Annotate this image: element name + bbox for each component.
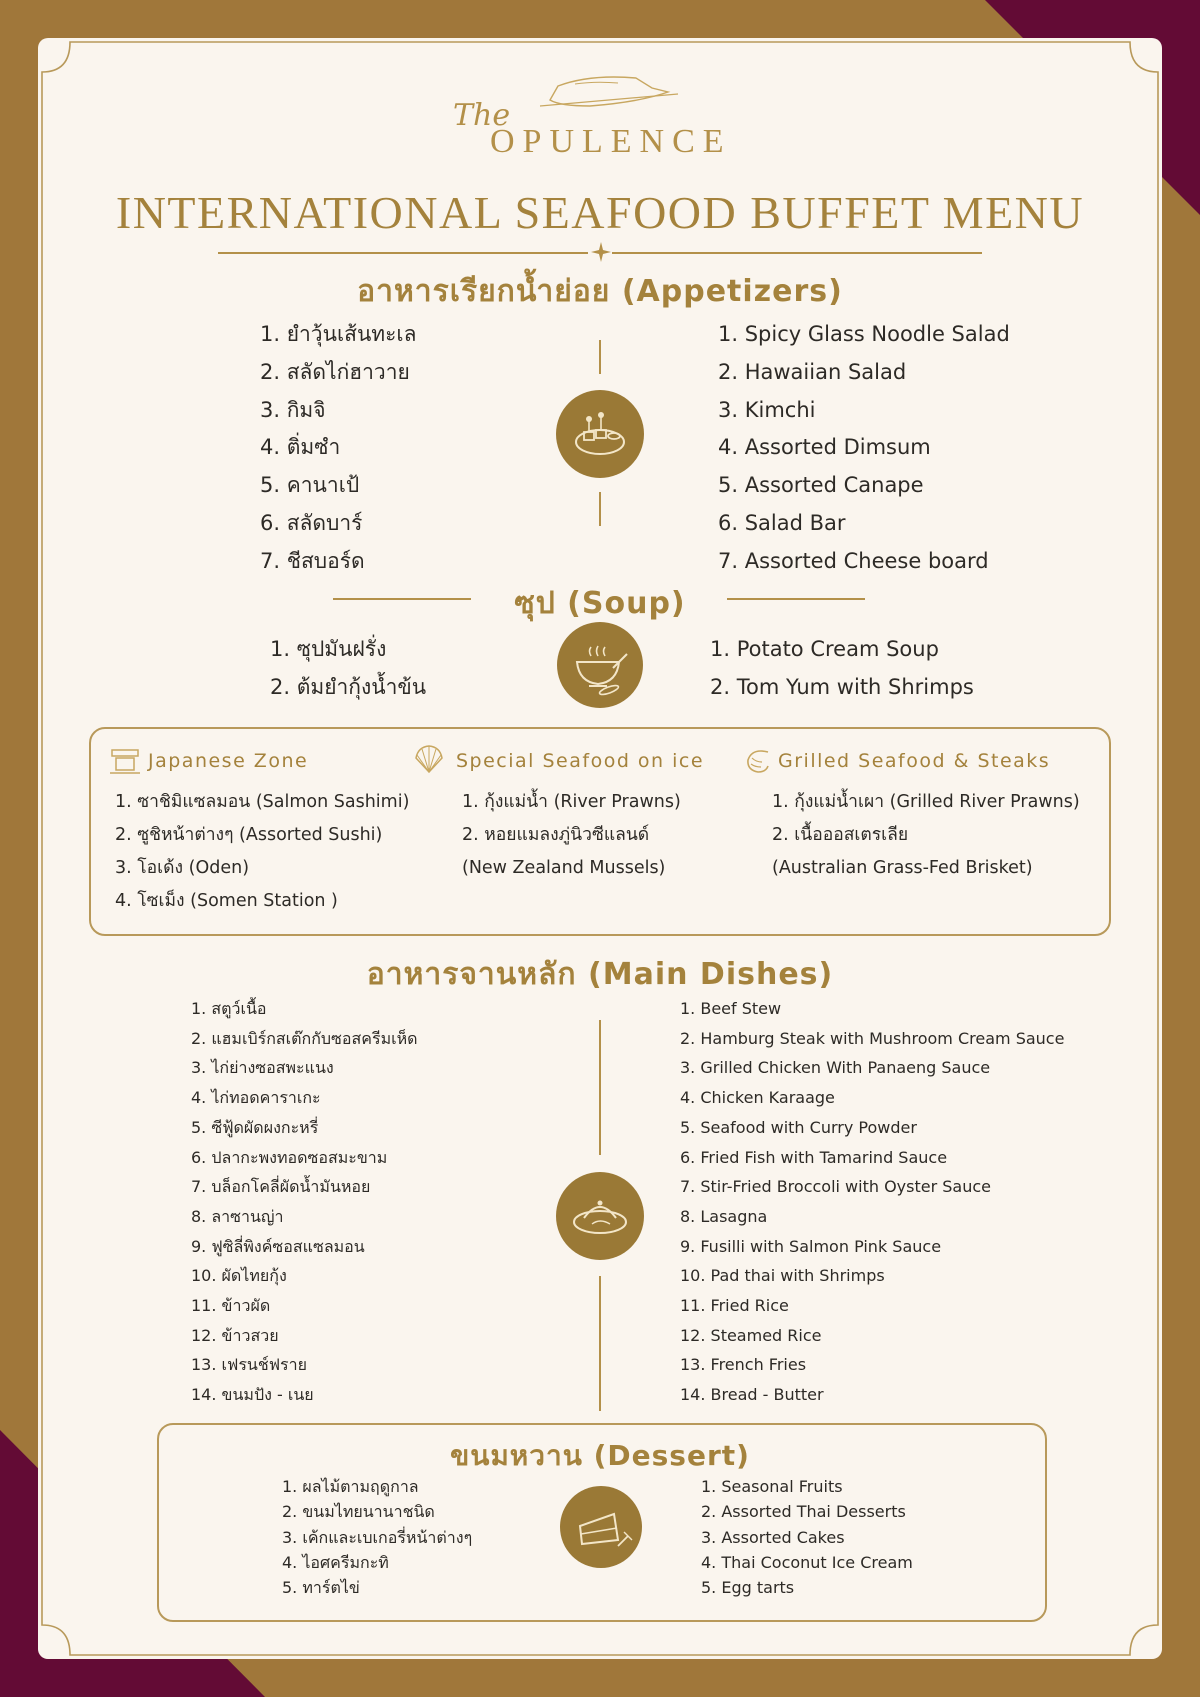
soup-bowl-icon: [557, 622, 643, 708]
japanese-lantern-icon: [108, 746, 142, 776]
appetizers-line-top: [599, 340, 601, 374]
main-dish-item-english: 5. Seafood with Curry Powder: [680, 1117, 917, 1137]
dessert-item-thai: 2. ขนมไทยนานาชนิด: [282, 1502, 435, 1522]
appetizers-heading: อาหารเรียกน้ำย่อย (Appetizers): [357, 274, 843, 309]
logo-wordmark: OPULENCE: [490, 123, 732, 160]
main-dish-item-thai: 14. ขนมปัง - เนย: [191, 1385, 314, 1405]
main-dish-item-english: 10. Pad thai with Shrimps: [680, 1266, 885, 1286]
main-dish-item-english: 12. Steamed Rice: [680, 1325, 822, 1345]
main-dish-item-thai: 4. ไก่ทอดคาราเกะ: [191, 1088, 321, 1108]
main-dish-item-english: 4. Chicken Karaage: [680, 1088, 835, 1108]
soup-item-english: 2. Tom Yum with Shrimps: [710, 675, 974, 699]
appetizer-item-thai: 5. คานาเป้: [260, 473, 360, 498]
soup-item-thai: 2. ต้มยำกุ้งน้ำข้น: [270, 675, 427, 699]
seafood-ice-item: 2. หอยแมลงภู่นิวซีแลนด์: [462, 825, 650, 845]
main-dish-item-thai: 1. สตูว์เนื้อ: [191, 999, 267, 1018]
main-dish-item-english: 13. French Fries: [680, 1355, 807, 1375]
main-dish-item-thai: 10. ผัดไทยกุ้ง: [191, 1266, 287, 1286]
appetizers-line-bottom: [599, 492, 601, 526]
main-dish-item-thai: 13. เฟรนช์ฟราย: [191, 1355, 307, 1375]
soup-item-thai: 1. ซุปมันฝรั่ง: [270, 637, 387, 661]
title-divider-right: [612, 252, 982, 254]
dessert-item-english: 5. Egg tarts: [701, 1578, 795, 1598]
appetizer-item-thai: 7. ชีสบอร์ด: [260, 548, 365, 573]
soup-english-list: [710, 630, 974, 706]
main-dish-item-english: 8. Lasagna: [680, 1206, 768, 1226]
dessert-item-thai: 3. เค้กและเบเกอรี่หน้าต่างๆ: [282, 1527, 473, 1547]
seafood-ice-item: 1. กุ้งแม่น้ำ (River Prawns): [462, 792, 681, 812]
main-dish-item-english: 14. Bread - Butter: [680, 1385, 824, 1405]
logo-the: The: [453, 98, 511, 133]
dessert-item-english: 2. Assorted Thai Desserts: [701, 1502, 906, 1522]
main-dish-item-english: 1. Beef Stew: [680, 999, 782, 1018]
appetizer-item-english: 1. Spicy Glass Noodle Salad: [718, 322, 1010, 346]
japanese-zone-item: 1. ซาชิมิแซลมอน (Salmon Sashimi): [115, 792, 410, 812]
grilled-list: [772, 786, 1080, 885]
grilled-item: 1. กุ้งแม่น้ำเผา (Grilled River Prawns): [772, 792, 1080, 812]
main-dish-item-thai: 8. ลาซานญ่า: [191, 1206, 284, 1226]
main-dish-item-english: 6. Fried Fish with Tamarind Sauce: [680, 1147, 948, 1167]
page-title: INTERNATIONAL SEAFOOD BUFFET MENU: [115, 187, 1085, 238]
soup-item-english: 1. Potato Cream Soup: [710, 637, 939, 661]
main-line-bottom: [599, 1276, 601, 1411]
zone-heading-seafood-ice: Special Seafood on ice: [456, 750, 705, 772]
cake-slice-icon: [560, 1486, 642, 1568]
main-dish-item-thai: 5. ซีฟู้ดผัดผงกะหรี่: [191, 1117, 319, 1137]
main-dish-item-english: 7. Stir-Fried Broccoli with Oyster Sauce: [680, 1177, 992, 1197]
appetizer-item-english: 6. Salad Bar: [718, 510, 846, 535]
dessert-item-thai: 5. ทาร์ตไข่: [282, 1578, 360, 1598]
appetizer-platter-icon: [556, 390, 644, 478]
appetizer-item-thai: 6. สลัดบาร์: [260, 510, 363, 535]
appetizer-item-english: 4. Assorted Dimsum: [718, 435, 931, 460]
appetizer-item-thai: 3. กิมจิ: [260, 397, 326, 422]
appetizer-item-english: 2. Hawaiian Salad: [718, 359, 907, 384]
appetizers-thai-list: [260, 316, 416, 581]
main-dish-item-thai: 3. ไก่ย่างซอสพะแนง: [191, 1058, 334, 1078]
dessert-item-thai: 4. ไอศครีมกะทิ: [282, 1552, 389, 1572]
main-dish-item-thai: 12. ข้าวสวย: [191, 1325, 279, 1345]
main-dishes-thai-list: [191, 994, 418, 1410]
main-dish-item-english: 11. Fried Rice: [680, 1296, 789, 1316]
grilled-item: (Australian Grass-Fed Brisket): [772, 858, 1033, 878]
main-line-top: [599, 1020, 601, 1155]
main-dish-plate-icon: [556, 1172, 644, 1260]
zone-heading-japanese: Japanese Zone: [148, 750, 309, 772]
grilled-item: 2. เนื้อออสเตรเลีย: [772, 825, 909, 845]
main-dish-item-english: 3. Grilled Chicken With Panaeng Sauce: [680, 1058, 991, 1078]
soup-thai-list: [270, 630, 426, 706]
appetizer-item-english: 3. Kimchi: [718, 397, 816, 422]
appetizer-item-english: 5. Assorted Canape: [718, 473, 924, 498]
main-dish-item-thai: 2. แฮมเบิร์กสเต๊กกับซอสครีมเห็ด: [191, 1028, 418, 1048]
main-dish-item-thai: 9. ฟูซิลี่พิงค์ซอสแซลมอน: [191, 1236, 365, 1256]
sparkle-icon: [591, 242, 611, 262]
main-dishes-heading: อาหารจานหลัก (Main Dishes): [366, 957, 834, 992]
main-dish-item-thai: 6. ปลากะพงทอดซอสมะขาม: [191, 1147, 388, 1167]
appetizer-item-english: 7. Assorted Cheese board: [718, 548, 989, 573]
appetizer-item-thai: 1. ยำวุ้นเส้นทะเล: [260, 322, 417, 346]
dessert-item-english: 1. Seasonal Fruits: [701, 1477, 843, 1496]
appetizers-english-list: [718, 316, 1010, 581]
main-dish-item-english: 9. Fusilli with Salmon Pink Sauce: [680, 1236, 942, 1256]
appetizer-item-thai: 4. ติ่มซำ: [260, 435, 341, 460]
dessert-english-list: [701, 1474, 913, 1600]
japanese-zone-list: [115, 786, 409, 918]
main-dish-item-thai: 11. ข้าวผัด: [191, 1296, 271, 1316]
appetizer-item-thai: 2. สลัดไก่ฮาวาย: [260, 359, 410, 384]
dessert-heading: ขนมหวาน (Dessert): [450, 1439, 750, 1472]
japanese-zone-item: 4. โซเม็ง (Somen Station ): [115, 891, 338, 911]
dessert-item-english: 3. Assorted Cakes: [701, 1527, 845, 1547]
title-divider-left: [218, 252, 588, 254]
shrimp-icon: [742, 746, 776, 776]
seafood-ice-item: (New Zealand Mussels): [462, 858, 666, 878]
main-dishes-english-list: [680, 994, 1064, 1410]
japanese-zone-item: 2. ซูชิหน้าต่างๆ (Assorted Sushi): [115, 825, 383, 845]
main-dish-item-english: 2. Hamburg Steak with Mushroom Cream Sauce: [680, 1028, 1065, 1048]
main-dish-item-thai: 7. บล็อกโคลี่ผัดน้ำมันหอย: [191, 1177, 371, 1197]
dessert-thai-list: [282, 1474, 472, 1600]
seafood-ice-list: [462, 786, 681, 885]
dessert-item-thai: 1. ผลไม้ตามฤดูกาล: [282, 1477, 419, 1496]
soup-heading: ซุป (Soup): [514, 586, 686, 621]
zone-heading-grilled: Grilled Seafood & Steaks: [778, 750, 1051, 772]
dessert-item-english: 4. Thai Coconut Ice Cream: [701, 1552, 913, 1572]
japanese-zone-item: 3. โอเด้ง (Oden): [115, 858, 250, 878]
scallop-shell-icon: [412, 744, 446, 774]
